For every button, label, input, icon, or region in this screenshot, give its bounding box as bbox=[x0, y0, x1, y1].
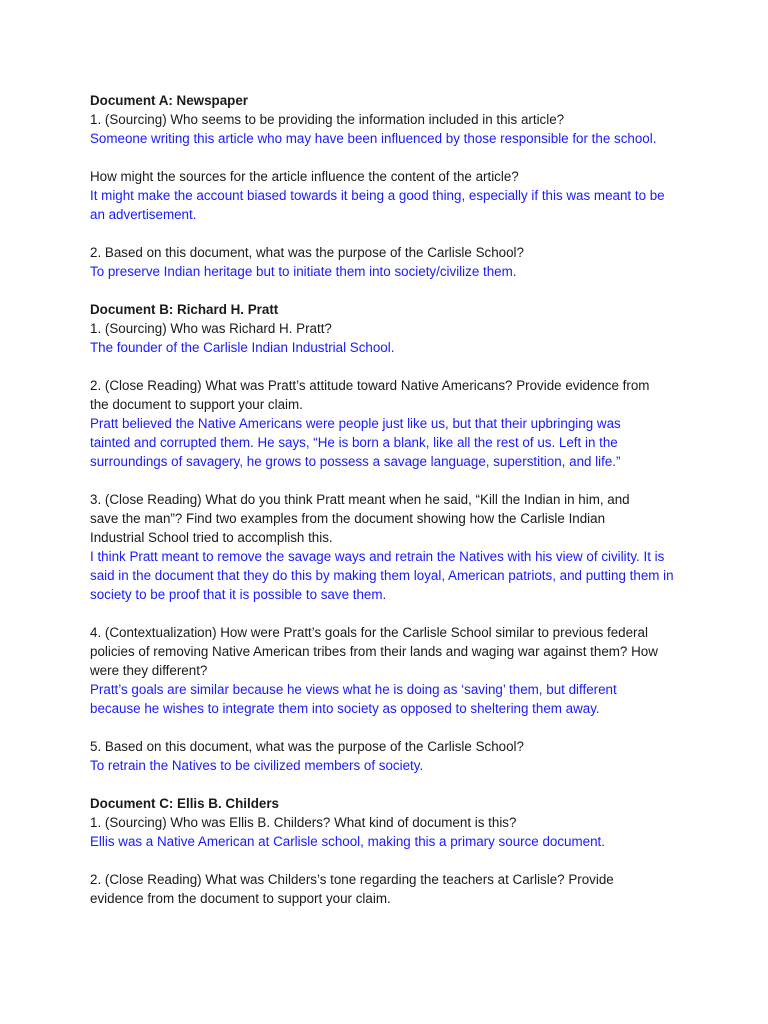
spacer bbox=[90, 224, 688, 243]
doc-a-question-2: 2. Based on this document, what was the purpose of the Carlisle School? bbox=[90, 245, 524, 260]
doc-b-answer-3: I think Pratt meant to remove the savage ways and retrain the Natives with his view of civility. It is said in the document that they do this by making them loyal, American patriots, and putting them in society to be proof that it is possible to save them. bbox=[90, 549, 674, 602]
spacer bbox=[90, 718, 688, 737]
doc-c-question-2: 2. (Close Reading) What was Childers’s tone regarding the teachers at Carlisle? Provide evidence from the document to support your claim. bbox=[90, 872, 614, 906]
doc-b-question-4: 4. (Contextualization) How were Pratt’s goals for the Carlisle School similar to previous federal policies of removing Native American tribes from their lands and waging war against them? How were they different? bbox=[90, 625, 658, 678]
spacer bbox=[90, 851, 688, 870]
doc-a-question-1: 1. (Sourcing) Who seems to be providing the information included in this article? bbox=[90, 112, 565, 127]
spacer bbox=[90, 281, 688, 300]
doc-a-answer-1b: It might make the account biased towards it being a good thing, especially if this was meant to be an advertisement. bbox=[90, 188, 665, 222]
doc-c-question-1: 1. (Sourcing) Who was Ellis B. Childers? What kind of document is this? bbox=[90, 815, 517, 830]
doc-b-question-1: 1. (Sourcing) Who was Richard H. Pratt? bbox=[90, 321, 332, 336]
doc-b-answer-2: Pratt believed the Native Americans were people just like us, but that their upbringing was tainted and corrupted them. He says, “He is born a blank, like all the rest of us. Left in the surroundings of savagery, he grows to possess a savage language, superstition, and life.” bbox=[90, 416, 621, 469]
spacer bbox=[90, 471, 688, 490]
doc-b-question-2: 2. (Close Reading) What was Pratt’s attitude toward Native Americans? Provide evidence from the document to support your claim. bbox=[90, 378, 650, 412]
doc-b-answer-1: The founder of the Carlisle Indian Industrial School. bbox=[90, 340, 395, 355]
doc-a-heading: Document A: Newspaper bbox=[90, 93, 248, 108]
doc-a-answer-1: Someone writing this article who may have been influenced by those responsible for the school. bbox=[90, 131, 657, 146]
doc-b-answer-4: Pratt’s goals are similar because he views what he is doing as ‘saving’ them, but different because he wishes to integrate them into society as opposed to sheltering them away. bbox=[90, 682, 617, 716]
doc-b-question-5: 5. Based on this document, what was the purpose of the Carlisle School? bbox=[90, 739, 524, 754]
spacer bbox=[90, 148, 688, 167]
spacer bbox=[90, 357, 688, 376]
doc-b-question-3: 3. (Close Reading) What do you think Pratt meant when he said, “Kill the Indian in him, and save the man”? Find two examples from the document showing how the Carlisle Indian Industrial School tried to accomplish this. bbox=[90, 492, 630, 545]
doc-c-answer-1: Ellis was a Native American at Carlisle school, making this a primary source document. bbox=[90, 834, 605, 849]
doc-b-answer-5: To retrain the Natives to be civilized members of society. bbox=[90, 758, 424, 773]
doc-b-heading: Document B: Richard H. Pratt bbox=[90, 302, 279, 317]
doc-c-heading: Document C: Ellis B. Childers bbox=[90, 796, 279, 811]
spacer bbox=[90, 604, 688, 623]
doc-a-question-1b: How might the sources for the article influence the content of the article? bbox=[90, 169, 519, 184]
doc-a-answer-2: To preserve Indian heritage but to initiate them into society/civilize them. bbox=[90, 264, 517, 279]
spacer bbox=[90, 775, 688, 794]
